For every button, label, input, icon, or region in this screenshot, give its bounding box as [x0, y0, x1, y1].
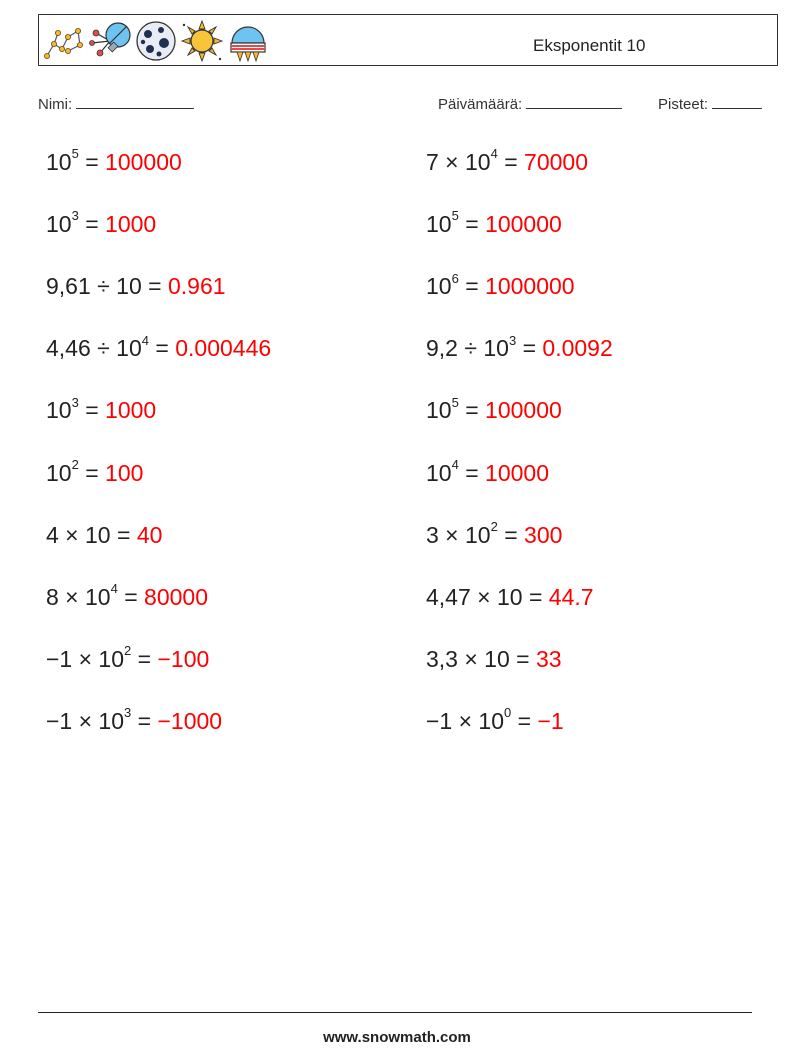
- problem-answer: −100: [157, 645, 210, 672]
- problem-expression: 10: [46, 459, 72, 486]
- equals-sign: =: [458, 459, 486, 486]
- problem-answer: 40: [136, 521, 163, 548]
- problem-answer: 0.961: [167, 273, 226, 300]
- problem-answer: 300: [524, 521, 563, 548]
- problem-row: [426, 645, 562, 673]
- equals-sign: =: [522, 583, 549, 610]
- problem-row: [426, 148, 588, 176]
- date-label: Päivämäärä:: [438, 96, 523, 113]
- problem-exponent: 3: [124, 705, 132, 721]
- problem-answer: 100000: [105, 149, 182, 175]
- problem-expression: 3 × 10: [426, 521, 491, 548]
- equals-sign: =: [78, 211, 106, 238]
- problem-answer: −1000: [157, 707, 223, 734]
- score-field: [658, 94, 762, 113]
- equals-sign: =: [511, 707, 538, 734]
- footer-url: www.snowmath.com: [323, 1029, 471, 1046]
- problem-exponent: 3: [71, 208, 79, 224]
- problem-row: [46, 583, 208, 611]
- problem-expression: 10: [46, 149, 72, 175]
- problem-answer: 100000: [485, 211, 562, 238]
- equals-sign: =: [458, 273, 486, 300]
- problem-expression: 4,47 × 10: [426, 583, 523, 610]
- problem-exponent: 2: [124, 643, 132, 659]
- problem-expression: 8 × 10: [46, 583, 111, 610]
- problem-row: [426, 518, 563, 549]
- problem-exponent: 3: [71, 394, 79, 410]
- problem-answer: 10000: [485, 459, 550, 486]
- problem-row: [46, 334, 271, 362]
- problem-expression: 10: [46, 397, 72, 424]
- problem-exponent: 6: [451, 270, 459, 286]
- problem-answer: 100000: [485, 397, 562, 424]
- equals-sign: =: [497, 521, 525, 548]
- problem-exponent: 4: [141, 332, 149, 348]
- date-field: [438, 94, 622, 113]
- problem-expression: −1 × 10: [46, 645, 125, 672]
- problem-expression: 10: [426, 273, 452, 300]
- header-icons: [42, 19, 270, 63]
- name-label: Nimi:: [38, 96, 73, 113]
- problem-row: [46, 272, 226, 300]
- problem-expression: 10: [46, 211, 72, 238]
- problem-exponent: 0: [504, 705, 512, 721]
- problem-exponent: 2: [71, 456, 79, 472]
- name-line[interactable]: [76, 94, 194, 109]
- problem-row: [426, 456, 550, 487]
- problem-row: [426, 707, 564, 735]
- problem-answer: 33: [536, 645, 562, 672]
- problem-row: [426, 334, 613, 362]
- problem-expression: 9,2 ÷ 10: [426, 335, 509, 362]
- problem-row: [46, 210, 156, 238]
- problem-row: [426, 396, 562, 424]
- problem-exponent: 5: [451, 208, 459, 224]
- problem-answer: 80000: [144, 583, 209, 610]
- footer-divider: [38, 1012, 752, 1013]
- problem-answer: 70000: [524, 149, 589, 175]
- problem-expression: 10: [426, 397, 452, 424]
- problem-answer: 1000: [105, 211, 157, 238]
- equals-sign: =: [458, 211, 486, 238]
- problem-expression: 10: [426, 211, 452, 238]
- equals-sign: =: [141, 273, 168, 300]
- problem-expression: −1 × 10: [46, 707, 125, 734]
- problem-answer: 44.7: [548, 583, 594, 610]
- equals-sign: =: [78, 149, 106, 175]
- name-field: [38, 94, 194, 113]
- problem-row: [426, 583, 594, 611]
- problem-row: [46, 148, 182, 176]
- worksheet-title: Eksponentit 10: [533, 36, 646, 55]
- problem-expression: 10: [426, 459, 452, 486]
- problem-exponent: 4: [110, 581, 118, 597]
- score-line[interactable]: [712, 94, 762, 109]
- problem-expression: 7 × 10: [426, 149, 491, 175]
- problem-answer: 0.000446: [175, 335, 272, 362]
- moon-icon: [134, 19, 178, 63]
- problem-answer: 100: [105, 459, 144, 486]
- problem-answer: 0.0092: [542, 335, 613, 362]
- equals-sign: =: [458, 397, 486, 424]
- problem-expression: −1 × 10: [426, 707, 505, 734]
- equals-sign: =: [78, 459, 106, 486]
- equals-sign: =: [117, 583, 145, 610]
- score-label: Pisteet:: [658, 96, 709, 113]
- sun-icon: [180, 19, 224, 63]
- problem-row: [46, 645, 209, 673]
- problem-row: [46, 396, 156, 424]
- satellite-icon: [88, 19, 132, 63]
- rocket-icon: [226, 19, 270, 63]
- problem-expression: 3,3 × 10: [426, 645, 510, 672]
- problem-expression: 4,46 ÷ 10: [46, 335, 142, 362]
- problem-row: [426, 210, 562, 238]
- problem-row: [46, 456, 144, 487]
- problem-exponent: 4: [490, 146, 498, 162]
- equals-sign: =: [131, 645, 158, 672]
- equals-sign: =: [110, 521, 137, 548]
- equals-sign: =: [497, 149, 525, 175]
- worksheet-header: [38, 14, 778, 66]
- constellation-icon: [42, 19, 86, 63]
- problem-answer: 1000000: [485, 273, 575, 300]
- problem-row: [46, 521, 162, 549]
- problem-exponent: 4: [451, 456, 459, 472]
- problem-exponent: 5: [451, 394, 459, 410]
- problem-exponent: 3: [508, 332, 517, 348]
- problem-exponent: 2: [490, 518, 498, 534]
- problem-row: [426, 272, 575, 300]
- equals-sign: =: [78, 397, 106, 424]
- problem-answer: 1000: [105, 397, 157, 424]
- equals-sign: =: [149, 335, 176, 362]
- date-line[interactable]: [526, 94, 622, 109]
- problem-expression: 9,61 ÷ 10: [46, 273, 142, 300]
- problem-answer: −1: [537, 707, 564, 734]
- equals-sign: =: [509, 645, 536, 672]
- problem-expression: 4 × 10: [46, 521, 111, 548]
- problem-row: [46, 707, 222, 735]
- equals-sign: =: [131, 707, 158, 734]
- problem-exponent: 5: [71, 146, 79, 162]
- equals-sign: =: [516, 335, 543, 362]
